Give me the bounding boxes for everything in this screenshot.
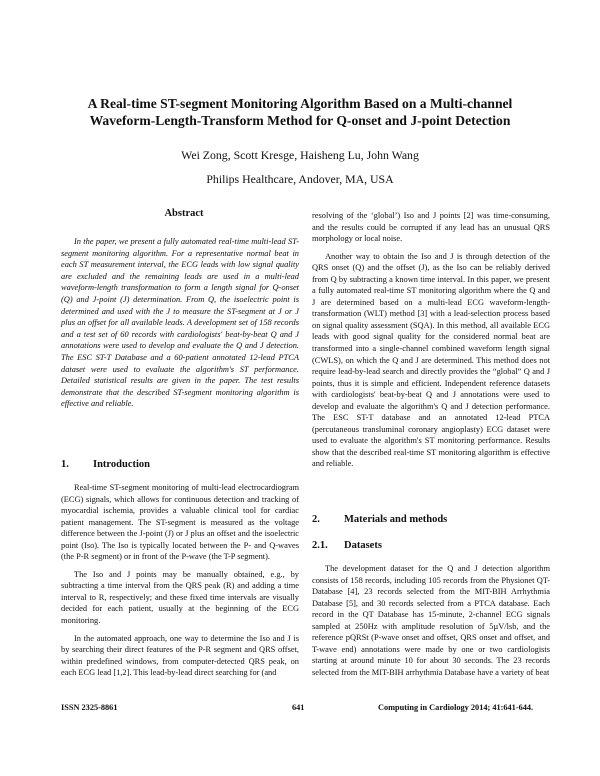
intro-paragraph: Real-time ST-segment monitoring of multi-lead electrocardiogram (ECG) signals, which allows for continuous detection and tracking of myocardial ischemia, provides a valuable clinical tool for cardiac patient management. The ST-segment is measured as the voltage difference between the J-point (J) or J plus an offset and the isoelectric point (Iso). The Iso is typically located between the P- and Q-waves (the P-R segment) or in front of the P-wave (the T-P segment). — [61, 483, 299, 562]
paper-title-line-1: A Real-time ST-segment Monitoring Algorithm Based on a Multi-channel — [87, 96, 513, 111]
abstract-body — [61, 236, 299, 410]
intro-paragraph: In the automated approach, one way to determine the Iso and J is by searching their direct features of the P-R segment and QRS offset, within predefined windows, from computer-detected QRS peak, on each ECG lead [1,2]. This lead-by-lead direct searching for (and — [61, 633, 299, 678]
continued-paragraph: resolving of the ‘global’) Iso and J points [2] was time-consuming, and the results could be corrupted if any lead has an unusual QRS morphology or local noise. — [312, 211, 550, 244]
right-column-body — [312, 210, 550, 476]
section-2-1-title: Datasets — [344, 540, 382, 551]
footer-issn: ISSN 2325-8861 — [61, 703, 118, 712]
section-2-1-number: 2.1. — [312, 540, 328, 551]
intro-section-heading — [61, 459, 150, 470]
section-2-number: 2. — [312, 514, 320, 525]
intro-body — [61, 482, 299, 685]
authors: Wei Zong, Scott Kresge, Haisheng Lu, John Wang — [181, 148, 419, 162]
footer-page-number: 641 — [292, 703, 305, 712]
abstract-heading: Abstract — [164, 208, 204, 219]
intro-section-title: Introduction — [93, 459, 150, 470]
abstract-text: In the paper, we present a fully automated real-time multi-lead ST-segment monitoring algorithm. For a representative normal beat in each ST measurement interval, the ECG leads with low signal quality are excluded and the remaining leads are used in a multi-lead waveform-length transformation to form a length signal for Q-onset (Q) and J-point (J) determination. From Q, the isoelectric point is determined and used with the J to measure the ST-segment at J or J plus an offset for all available leads. A development set of 158 records and a test set of 60 records with cardiologists' beat-by-beat Q and J annotations were used to develop and evaluate the Q and J detection. The ESC ST-T Database and a 60-patient annotated 12-lead PTCA dataset were used to evaluate the algorithm's ST performance. Detailed statistical results are given in the paper. The test results demonstrate that the described ST-segment monitoring algorithm is effective and reliable. — [61, 237, 299, 409]
datasets-paragraph: The development dataset for the Q and J detection algorithm consists of 158 records, including 105 records from the Physionet QT-Database [4], 23 records selected from the MIT-BIH Arrhythmia Database [5], and 30 records selected from a PTCA database. Each record in the QT Database has 15-minute, 2-channel ECG signals sampled at 250Hz with amplitude resolution of 5µV/lsb, and the reference pQRSt (P-wave onset and offset, QRS onset and offset, and T-wave end) annotations were made by one or two cardiologists starting at around minute 10 for about 30 seconds. The 23 records selected from the MIT-BIH arrhythmia Database have a variety of beat — [312, 564, 550, 677]
datasets-body — [312, 563, 550, 684]
section-2-title: Materials and methods — [344, 514, 448, 525]
section-2-1-heading — [312, 540, 382, 551]
right-paragraph: Another way to obtain the Iso and J is through detection of the QRS onset (Q) and the offset (J), as the Iso can be reliably derived from Q by subtracting a known time interval. In this paper, we present a fully automated real-time ST monitoring algorithm where the Q and J are determined based on a multi-lead ECG waveform-length-transformation (WLT) method [3] with a lead-selection process based on signal quality assessment (SQA). In this method, all available ECG leads with good signal quality for the considered normal beat are transformed into a single-channel combined waveform length signal (CWLS), on which the Q and J are determined. This method does not require lead-by-lead search and directly provides the “global” Q and J points, thus it is simple and efficient. Independent reference datasets with cardiologists' beat-by-beat Q and J annotations were used to develop and evaluate the algorithm's Q and J detection performance. The ESC ST-T database and an annotated 12-lead PTCA (percutaneous transluminal coronary angioplasty) ECG dataset were used to evaluate the algorithm's ST monitoring performance. Results show that the described real-time ST monitoring algorithm is effective and reliable. — [312, 251, 550, 469]
footer-citation: Computing in Cardiology 2014; 41:641-644. — [378, 703, 534, 712]
paper-title-line-2: Waveform-Length-Transform Method for Q-onset and J-point Detection — [89, 113, 511, 128]
affiliation: Philips Healthcare, Andover, MA, USA — [206, 172, 394, 186]
intro-section-number: 1. — [61, 459, 69, 470]
intro-paragraph: The Iso and J points may be manually obtained, e.g., by subtracting a time interval from the QRS peak (R) and adding a time interval to R, respectively; and these fixed time intervals are visually decided for each patient, usually at the beginning of the ECG monitoring. — [61, 569, 299, 626]
section-2-heading — [312, 514, 447, 525]
